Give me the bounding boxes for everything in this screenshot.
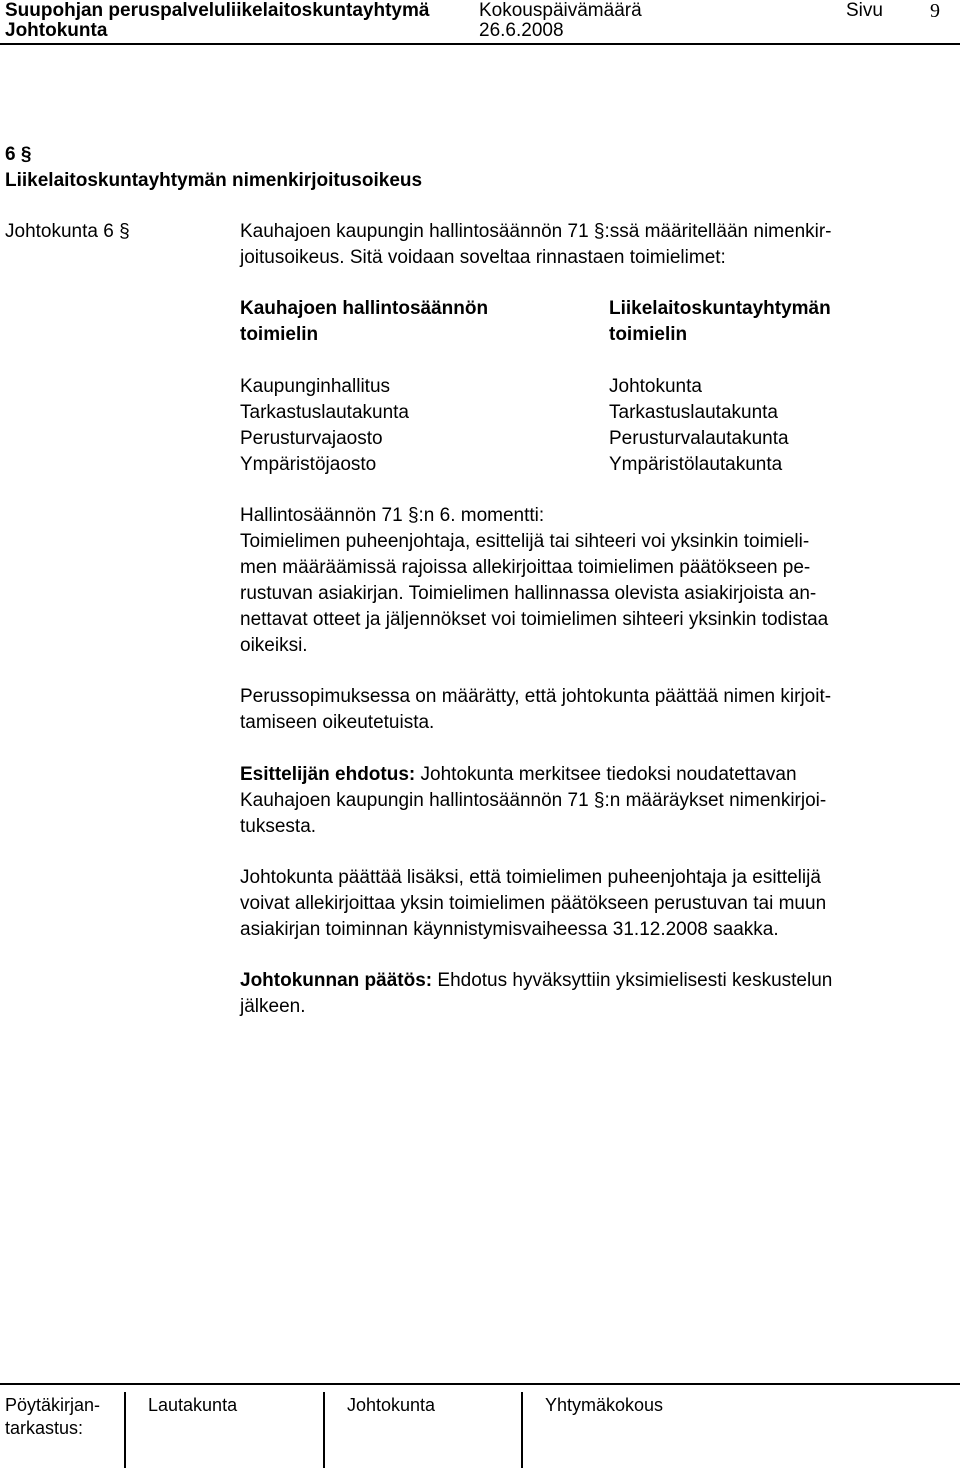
decision-text: Ehdotus hyväksyttiin yksimielisesti keskustelun [432, 970, 833, 991]
left-item: Kaupunginhallitus [240, 376, 391, 397]
paragraph-line: tamiseen oikeutetuista. [240, 712, 435, 733]
footer-signature-line [323, 1392, 325, 1468]
header-page-number: 9 [930, 0, 940, 22]
right-item: Tarkastuslautakunta [609, 402, 778, 423]
quote-line: nettavat otteet ja jäljennökset voi toimielimen sihteeri yksinkin todistaa [240, 609, 829, 630]
section-title: Liikelaitoskuntayhtymän nimenkirjoitusoikeus [5, 170, 423, 191]
footer-col-yhtymakokous: Yhtymäkokous [545, 1395, 664, 1415]
left-heading-line-1: Kauhajoen hallintosäännön [240, 298, 489, 319]
quote-block [240, 503, 940, 659]
right-item: Ympäristölautakunta [609, 454, 783, 475]
footer-checker-line-2: tarkastus: [5, 1418, 84, 1438]
footer-col-johtokunta: Johtokunta [347, 1395, 436, 1415]
right-heading-line-1: Liikelaitoskuntayhtymän [609, 298, 831, 319]
proposal-block [240, 762, 940, 840]
left-item: Tarkastuslautakunta [240, 402, 409, 423]
footer-checker-line-1: Pöytäkirjan- [5, 1395, 101, 1415]
decision-line: jälkeen. [240, 996, 306, 1017]
right-item: Johtokunta [609, 376, 702, 397]
decision-label: Johtokunnan päätös: [240, 970, 433, 991]
intro-line-1: Kauhajoen kaupungin hallintosäännön 71 §:ssä määritellään nimenkir- [240, 221, 832, 242]
left-item: Ympäristöjaosto [240, 454, 377, 475]
footer-signature-line [124, 1392, 126, 1468]
header-organization: Suupohjan peruspalveluliikelaitoskuntayhtymä [5, 0, 430, 21]
footer-divider [0, 1383, 960, 1385]
quote-line: men määräämissä rajoissa allekirjoittaa toimielimen päätökseen pe- [240, 557, 811, 578]
paragraph-line: asiakirjan toiminnan käynnistymisvaiheessa 31.12.2008 saakka. [240, 919, 779, 940]
paragraph-line: Perussopimuksessa on määrätty, että johtokunta päättää nimen kirjoit- [240, 686, 832, 707]
footer-col-lautakunta: Lautakunta [148, 1395, 238, 1415]
paragraph-addition [240, 865, 940, 943]
proposal-line: tuksesta. [240, 816, 317, 837]
proposal-label: Esittelijän ehdotus: [240, 764, 416, 785]
reference-label: Johtokunta 6 § [5, 221, 130, 242]
left-heading-line-2: toimielin [240, 324, 319, 345]
quote-line: Toimielimen puheenjohtaja, esittelijä tai sihteeri voi yksinkin toimieli- [240, 531, 810, 552]
section-number: 6 § [5, 144, 32, 165]
left-item: Perusturvajaosto [240, 428, 383, 449]
intro-line-2: joitusoikeus. Sitä voidaan soveltaa rinnastaen toimielimet: [240, 247, 726, 268]
quote-heading: Hallintosäännön 71 §:n 6. momentti: [240, 505, 545, 526]
quote-line: oikeiksi. [240, 635, 308, 656]
quote-line: rustuvan asiakirjan. Toimielimen hallinnassa olevista asiakirjoista an- [240, 583, 817, 604]
paragraph-line: Johtokunta päättää lisäksi, että toimielimen puheenjohtaja ja esittelijä [240, 867, 821, 888]
proposal-text: Johtokunta merkitsee tiedoksi noudatettavan [415, 764, 797, 785]
header-date-value: 26.6.2008 [479, 20, 564, 41]
header-page-label: Sivu [846, 0, 883, 21]
right-item: Perusturvalautakunta [609, 428, 789, 449]
proposal-line: Kauhajoen kaupungin hallintosäännön 71 §:n määräykset nimenkirjoi- [240, 790, 827, 811]
right-heading-line-2: toimielin [609, 324, 688, 345]
paragraph-line: voivat allekirjoittaa yksin toimielimen päätökseen perustuvan tai muun [240, 893, 827, 914]
footer-signature-line [521, 1392, 523, 1468]
header-divider [0, 43, 960, 45]
header-date-label: Kokouspäivämäärä [479, 0, 642, 21]
paragraph-basic-agreement [240, 684, 940, 736]
decision-block [240, 968, 940, 1020]
header-body-name: Johtokunta [5, 20, 108, 41]
